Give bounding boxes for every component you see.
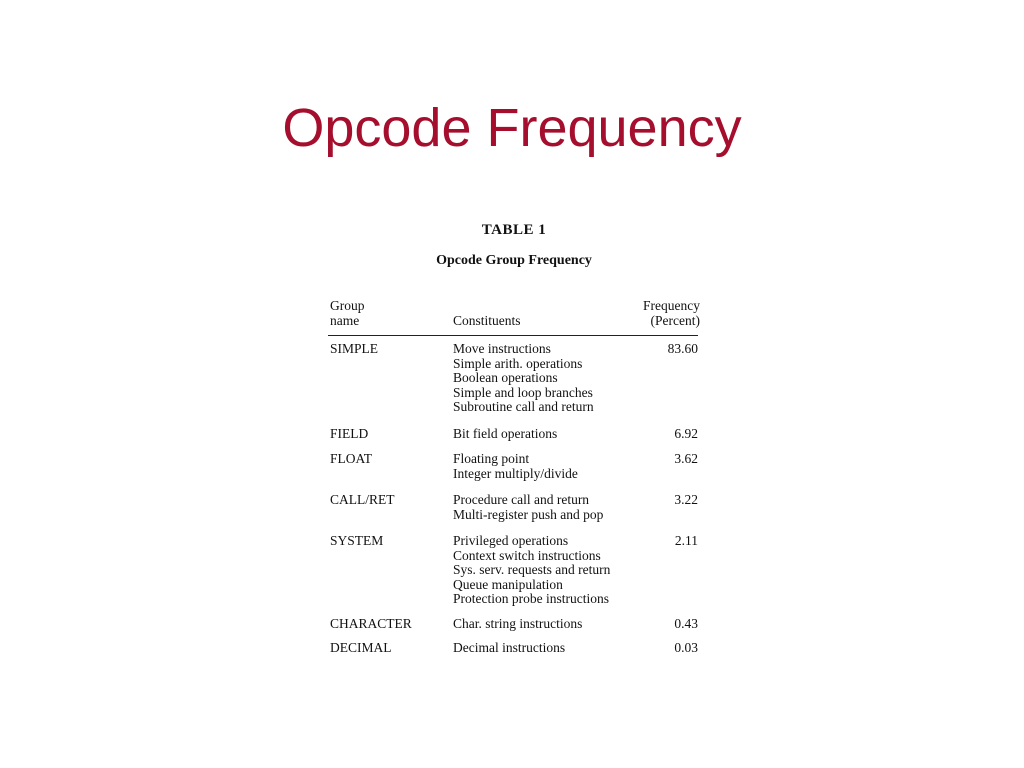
constituents-cell [453,493,706,522]
constituent-line: Context switch instructions [453,547,601,563]
table-body [322,342,706,656]
constituent-line: Procedure call and return [453,492,590,507]
constituent-line: Privileged operations [453,533,569,548]
constituent-line: Sys. serv. requests and return [453,562,611,577]
table-row [322,641,706,656]
header-rule [328,335,698,336]
frequency-cell: 83.60 [667,341,698,356]
table-number: TABLE 1 [481,222,547,238]
header-frequency-line2: (Percent) [650,313,700,328]
group-name-cell: CHARACTER [330,615,412,631]
constituent-line: Queue manipulation [453,576,563,592]
table-row [322,452,706,481]
constituent-line: Simple arith. operations [453,355,583,371]
constituents-cell [453,534,706,607]
header-group-line2: name [330,313,360,328]
constituent-line: Boolean operations [453,370,558,385]
constituents-cell [453,427,706,442]
frequency-cell: 3.62 [674,451,698,466]
constituent-line: Char. string instructions [453,615,583,631]
constituent-line: Integer multiply/divide [453,465,578,481]
frequency-cell: 0.43 [674,615,698,631]
slide-title: Opcode Frequency [282,98,742,158]
constituents-cell [453,641,706,656]
header-frequency [643,298,700,328]
group-name-cell: SYSTEM [330,533,384,548]
header-constituents: Constituents [453,313,521,328]
frequency-cell: 3.22 [674,492,698,507]
constituents-cell [453,617,706,632]
table-caption: Opcode Group Frequency [436,253,592,268]
scanned-table [322,216,706,682]
table-row [322,493,706,522]
frequency-cell: 0.03 [674,640,698,655]
table-row [322,342,706,415]
table-row [322,534,706,607]
group-name-cell: FIELD [330,425,369,441]
table-row [322,427,706,442]
constituent-line: Protection probe instructions [453,591,609,606]
header-frequency-line1: Frequency [643,298,700,313]
constituents-cell [453,452,706,481]
group-name-cell: CALL/RET [330,492,395,507]
group-name-cell: FLOAT [330,451,373,466]
header-group-line1: Group [330,298,365,313]
table-row [322,617,706,632]
constituent-line: Subroutine call and return [453,399,594,414]
header-group-name [330,298,365,328]
constituent-line: Multi-register push and pop [453,506,604,522]
group-name-cell: SIMPLE [330,341,379,356]
group-name-cell: DECIMAL [330,640,392,655]
frequency-cell: 6.92 [674,425,698,441]
frequency-cell: 2.11 [674,533,698,548]
constituent-line: Decimal instructions [453,640,566,655]
constituent-line: Floating point [453,451,530,466]
constituent-line: Move instructions [453,341,551,356]
constituent-line: Simple and loop branches [453,384,593,400]
constituent-line: Bit field operations [453,425,558,441]
